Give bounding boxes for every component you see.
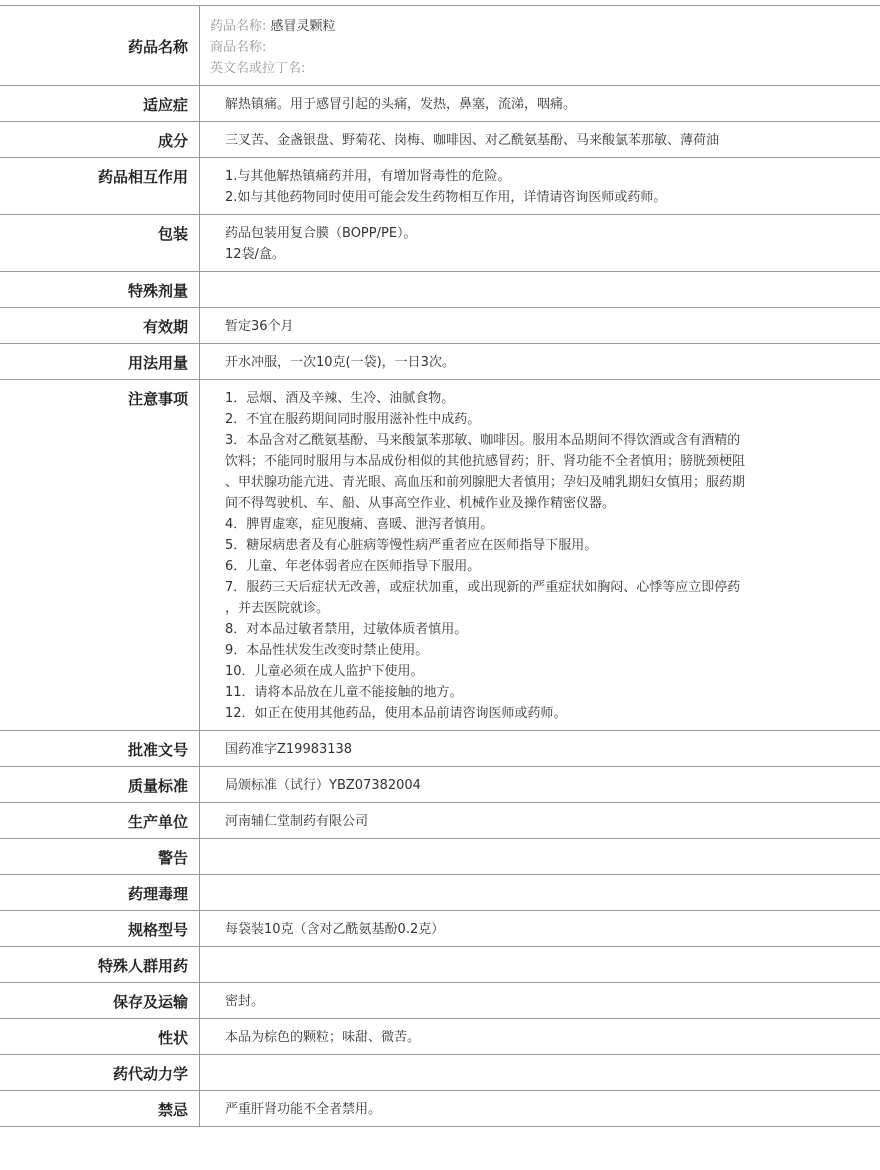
warning-value	[200, 839, 880, 874]
precaution-line: 4．脾胃虚寒，症见腹痛、喜暖、泄泻者慎用。	[225, 517, 494, 532]
precautions-row	[0, 380, 880, 731]
precaution-line: 12．如正在使用其他药品，使用本品前请咨询医师或药师。	[225, 706, 567, 721]
precaution-line: 11．请将本品放在儿童不能接触的地方。	[225, 685, 463, 700]
interactions-line: 1.与其他解热镇痛药并用，有增加肾毒性的危险。	[225, 169, 511, 184]
appearance-label: 性状	[0, 1019, 200, 1054]
manufacturer-value: 河南辅仁堂制药有限公司	[225, 814, 369, 829]
drug-name-value: 感冒灵颗粒	[270, 19, 336, 34]
pharmacokinetics-label: 药代动力学	[0, 1055, 200, 1090]
special-dosage-label: 特殊剂量	[0, 272, 200, 307]
packaging-value	[200, 215, 880, 271]
storage-row	[0, 983, 880, 1019]
trade-name-prefix: 商品名称:	[210, 40, 267, 55]
usage-row	[0, 344, 880, 380]
manufacturer-row	[0, 803, 880, 839]
contraindications-label: 禁忌	[0, 1091, 200, 1126]
special-dosage-value	[200, 272, 880, 307]
shelf-life-row	[0, 308, 880, 344]
usage-value: 开水冲服，一次10克(一袋)，一日3次。	[225, 355, 455, 370]
precaution-line: 6．儿童、年老体弱者应在医师指导下服用。	[225, 559, 481, 574]
packaging-line: 药品包装用复合膜（BOPP/PE）。	[225, 226, 417, 241]
precautions-list	[225, 388, 785, 724]
pharmacology-row	[0, 875, 880, 911]
drug-info-table	[0, 5, 880, 1127]
indication-value: 解热镇痛。用于感冒引起的头痛，发热，鼻塞，流涕，咽痛。	[225, 97, 577, 112]
drug-name-cell	[200, 6, 880, 85]
packaging-line: 12袋/盒。	[225, 247, 285, 262]
precaution-line: 1．忌烟、酒及辛辣、生冷、油腻食物。	[225, 391, 455, 406]
drug-name-prefix: 药品名称:	[210, 19, 267, 34]
interactions-label: 药品相互作用	[0, 158, 200, 214]
warning-label: 警告	[0, 839, 200, 874]
packaging-row	[0, 215, 880, 272]
precaution-line: 8．对本品过敏者禁用，过敏体质者慎用。	[225, 622, 468, 637]
approval-number-label: 批准文号	[0, 731, 200, 766]
precaution-line: 9．本品性状发生改变时禁止使用。	[225, 643, 429, 658]
approval-number-row	[0, 731, 880, 767]
pharmacology-value	[200, 875, 880, 910]
specification-label: 规格型号	[0, 911, 200, 946]
precautions-value	[200, 380, 880, 730]
quality-standard-row	[0, 767, 880, 803]
drug-name-row	[0, 6, 880, 86]
usage-label: 用法用量	[0, 344, 200, 379]
indication-row	[0, 86, 880, 122]
english-name-prefix: 英文名或拉丁名:	[210, 61, 306, 76]
ingredients-row	[0, 122, 880, 158]
precaution-line: 3．本品含对乙酰氨基酚、马来酸氯苯那敏、咖啡因。服用本品期间不得饮酒或含有酒精的	[225, 433, 741, 448]
contraindications-row	[0, 1091, 880, 1127]
precaution-line: ，并去医院就诊。	[225, 601, 330, 616]
pharmacology-label: 药理毒理	[0, 875, 200, 910]
storage-label: 保存及运输	[0, 983, 200, 1018]
indication-label: 适应症	[0, 86, 200, 121]
ingredients-value: 三叉苦、金盏银盘、野菊花、岗梅、咖啡因、对乙酰氨基酚、马来酸氯苯那敏、薄荷油	[225, 133, 720, 148]
packaging-label: 包装	[0, 215, 200, 271]
special-population-label: 特殊人群用药	[0, 947, 200, 982]
precaution-line: 7．服药三天后症状无改善，或症状加重，或出现新的严重症状如胸闷、心悸等应立即停药	[225, 580, 741, 595]
pharmacokinetics-value	[200, 1055, 880, 1090]
warning-row	[0, 839, 880, 875]
appearance-value: 本品为棕色的颗粒；味甜、微苦。	[225, 1030, 421, 1045]
precaution-line: 5．糖尿病患者及有心脏病等慢性病严重者应在医师指导下服用。	[225, 538, 598, 553]
drug-name-label: 药品名称	[0, 6, 200, 85]
precaution-line: 饮料；不能同时服用与本品成份相似的其他抗感冒药；肝、肾功能不全者慎用；膀胱颈梗阻	[225, 454, 746, 469]
precaution-line: 10．儿童必须在成人监护下使用。	[225, 664, 424, 679]
precaution-line: 2．不宜在服药期间同时服用滋补性中成药。	[225, 412, 481, 427]
special-population-value	[200, 947, 880, 982]
manufacturer-label: 生产单位	[0, 803, 200, 838]
storage-value: 密封。	[225, 994, 265, 1009]
appearance-row	[0, 1019, 880, 1055]
precaution-line: 间不得驾驶机、车、船、从事高空作业、机械作业及操作精密仪器。	[225, 496, 616, 511]
specification-row	[0, 911, 880, 947]
quality-standard-label: 质量标准	[0, 767, 200, 802]
precautions-label: 注意事项	[0, 380, 200, 730]
special-dosage-row	[0, 272, 880, 308]
shelf-life-value: 暂定36个月	[225, 319, 294, 334]
precaution-line: 、甲状腺功能亢进、青光眼、高血压和前列腺肥大者慎用；孕妇及哺乳期妇女慎用；服药期	[225, 475, 746, 490]
pharmacokinetics-row	[0, 1055, 880, 1091]
ingredients-label: 成分	[0, 122, 200, 157]
approval-number-value: 国药准字Z19983138	[225, 742, 353, 757]
quality-standard-value: 局颁标准（试行）YBZ07382004	[225, 778, 421, 793]
interactions-value	[200, 158, 880, 214]
special-population-row	[0, 947, 880, 983]
contraindications-value: 严重肝肾功能不全者禁用。	[225, 1102, 382, 1117]
specification-value: 每袋装10克（含对乙酰氨基酚0.2克）	[225, 922, 445, 937]
interactions-row	[0, 158, 880, 215]
interactions-line: 2.如与其他药物同时使用可能会发生药物相互作用，详情请咨询医师或药师。	[225, 190, 667, 205]
shelf-life-label: 有效期	[0, 308, 200, 343]
